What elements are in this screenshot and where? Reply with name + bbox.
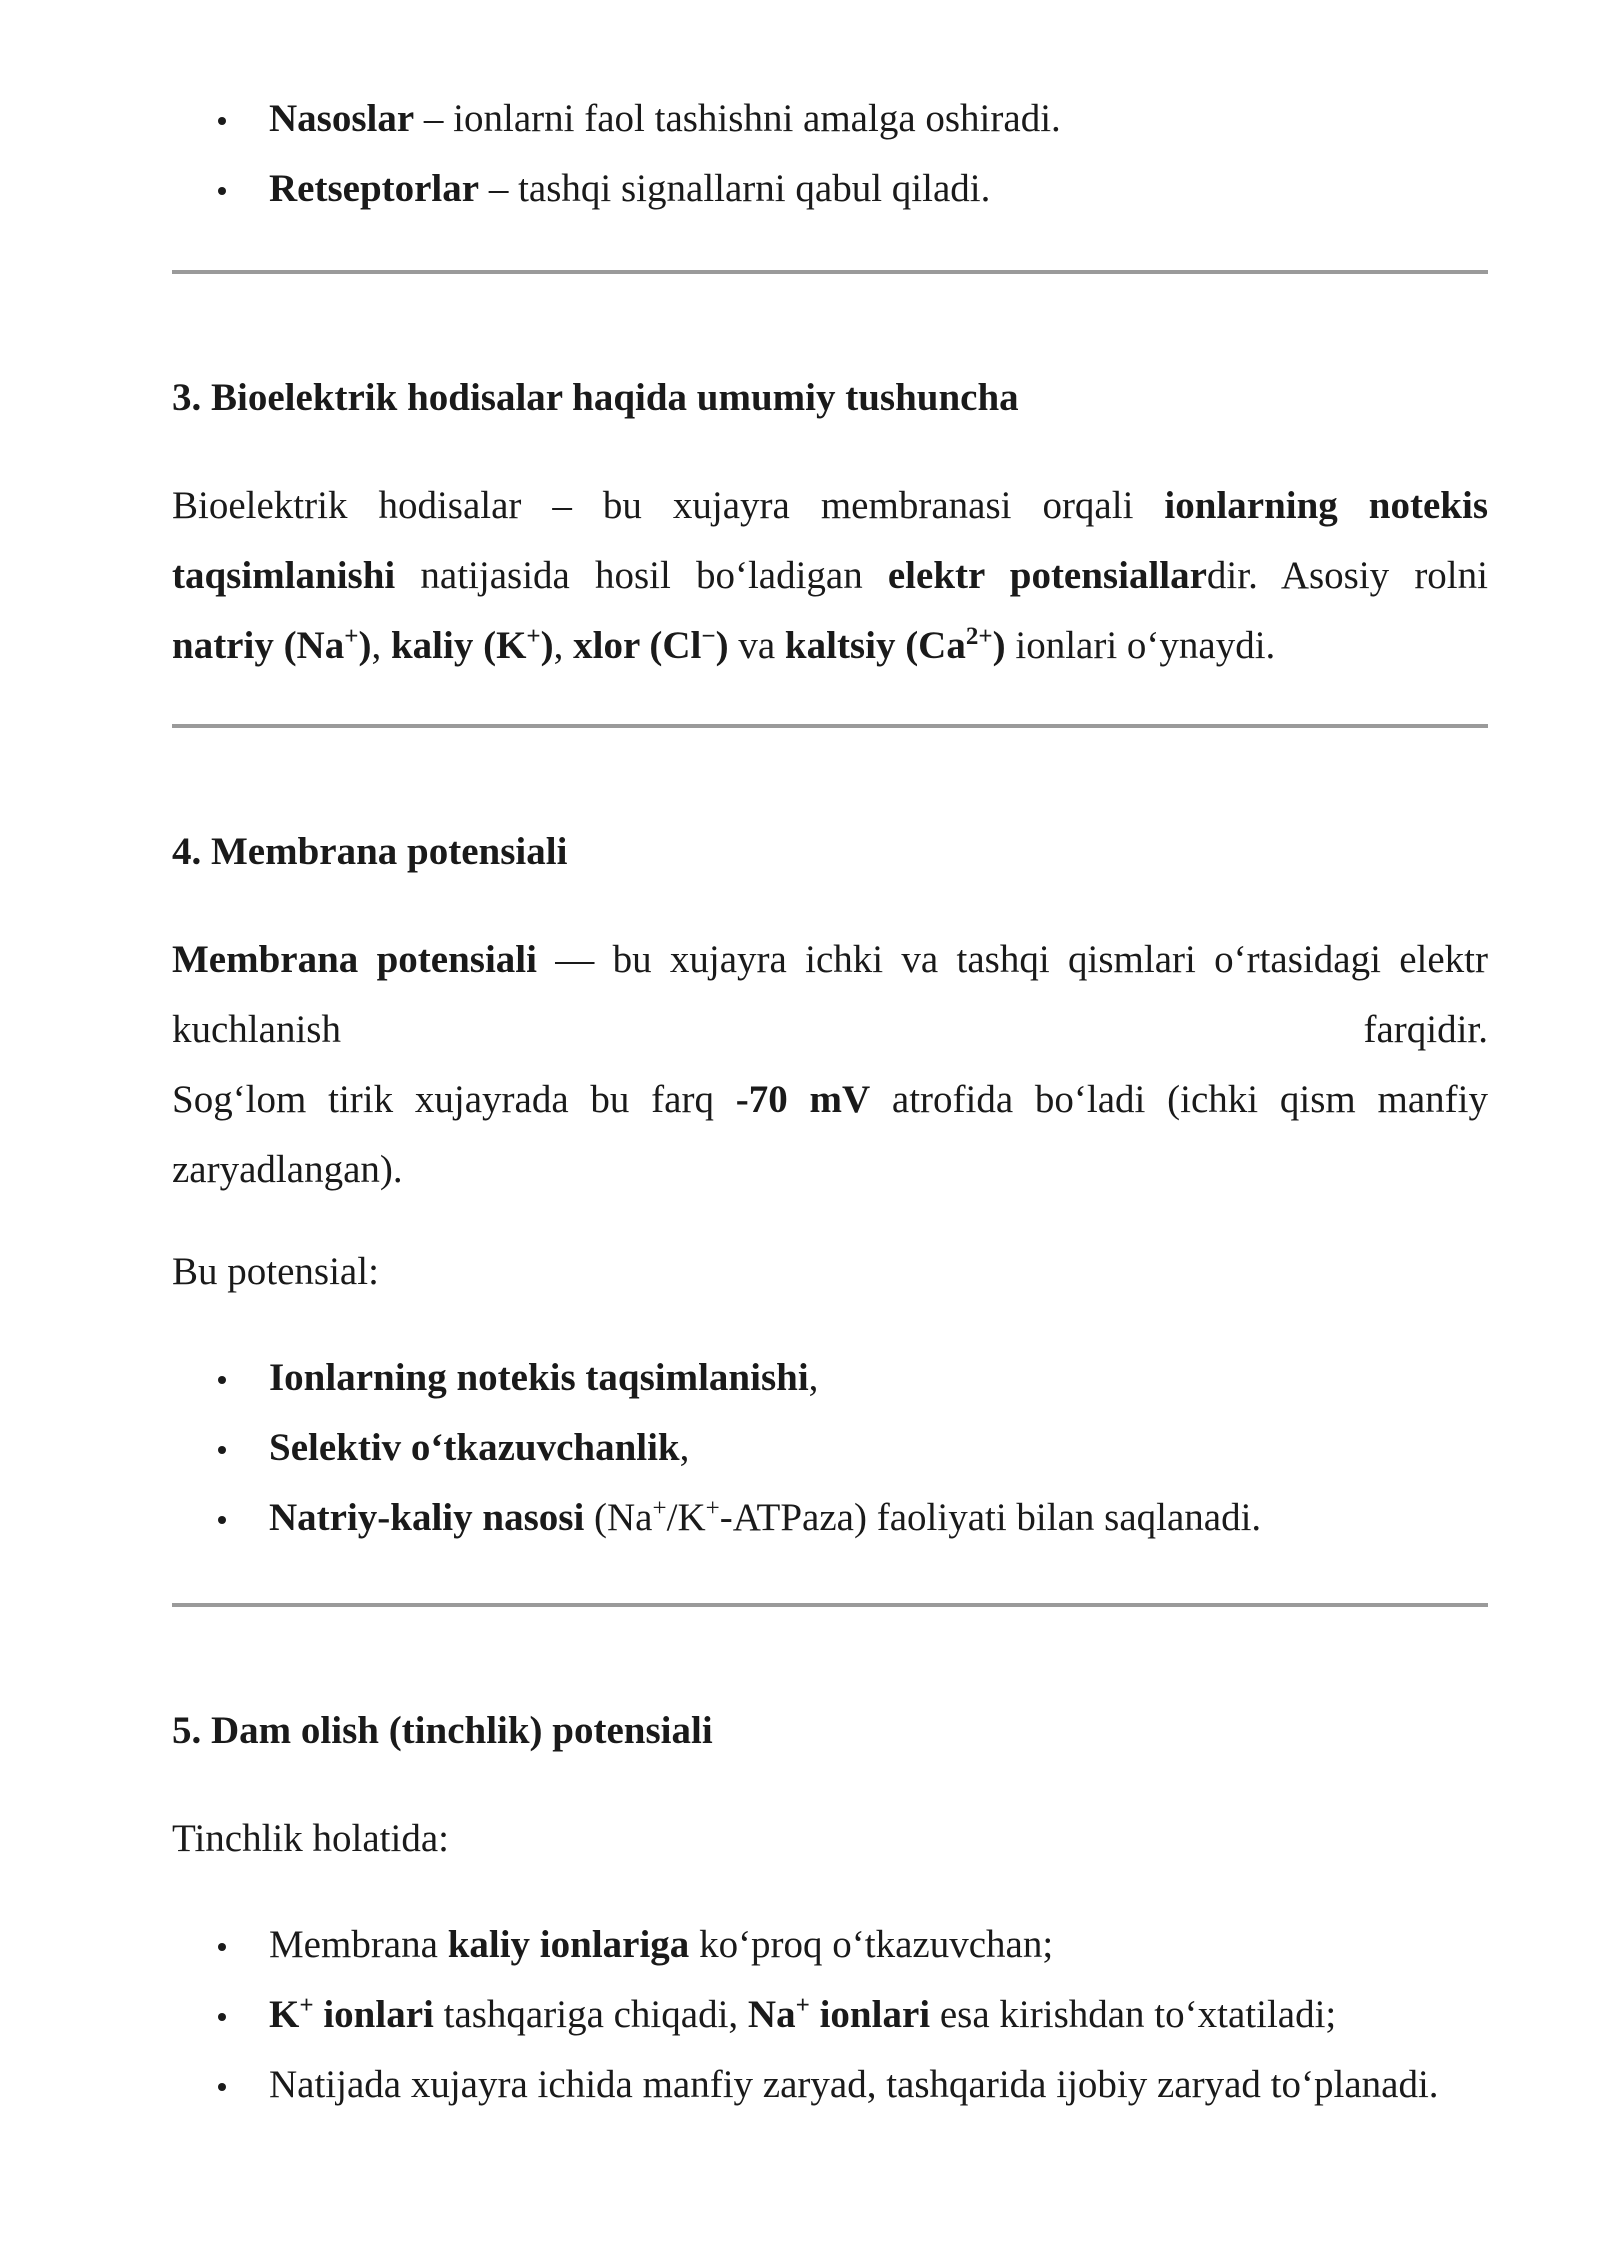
section-divider	[172, 270, 1488, 274]
list-item: K+ ionlari tashqariga chiqadi, Na+ ionlari esa kirishdan to‘xtatiladi;	[172, 1980, 1488, 2050]
section-divider	[172, 724, 1488, 728]
list-item: Natijada xujayra ichida manfiy zaryad, tashqarida ijobiy zaryad to‘planadi.	[172, 2050, 1488, 2120]
section-5-heading: 5. Dam olish (tinchlik) potensiali	[172, 1709, 713, 1752]
list-item: Ionlarning notekis taqsimlanishi,	[172, 1343, 1488, 1413]
list-item-term: Nasoslar	[269, 97, 415, 140]
section-4-intro: Bu potensial:	[172, 1250, 379, 1293]
list-item: Selektiv o‘tkazuvchanlik,	[172, 1413, 1488, 1483]
section-4-heading: 4. Membrana potensiali	[172, 830, 568, 873]
list-item: Natriy-kaliy nasosi (Na+/K+-ATPaza) faoliyati bilan saqlanadi.	[172, 1483, 1488, 1553]
list-item	[172, 154, 1488, 224]
top-bullet-list	[172, 84, 1488, 224]
section-3-heading: 3. Bioelektrik hodisalar haqida umumiy tushuncha	[172, 376, 1019, 419]
ion-chlorine: xlor (Cl−)	[573, 623, 729, 667]
section-3-paragraph: Bioelektrik hodisalar – bu xujayra membranasi orqali ionlarning notekis taqsimlanishi natijasida hosil bo‘ladigan elektr potensiallardir. Asosiy rolni natriy (Na+), kaliy (K+), xlor (Cl−) va kaltsiy $(Ca^{2+})$ ionlari o‘ynaydi.	[172, 484, 1488, 667]
list-item: Membrana kaliy ionlariga ko‘proq o‘tkazuvchan;	[172, 1910, 1488, 1980]
ion-potassium: kaliy (K+)	[390, 623, 554, 667]
section-5-intro: Tinchlik holatida:	[172, 1817, 449, 1860]
list-item-text: – tashqi signallarni qabul qiladi.	[479, 167, 991, 210]
paragraph-line: Membrana potensiali — bu xujayra ichki va tashqi qismlari o‘rtasidagi elektr	[172, 938, 1488, 981]
ion-calcium: kaltsiy $(Ca^{2+})$	[784, 623, 1006, 667]
list-item-term: Retseptorlar	[269, 167, 480, 210]
section-5-bullet-list	[172, 1910, 1488, 2120]
section-4-paragraph	[172, 925, 1488, 1205]
list-item	[172, 84, 1488, 154]
paragraph-line: kuchlanish farqidir.	[172, 1008, 1488, 1051]
section-4-bullet-list	[172, 1343, 1488, 1553]
section-divider	[172, 1603, 1488, 1607]
ion-sodium: natriy (Na+)	[172, 623, 372, 667]
paragraph-line: Sog‘lom tirik xujayrada bu farq -70 mV atrofida bo‘ladi (ichki qism manfiy zaryadlangan).	[172, 1078, 1488, 1191]
list-item-text: – ionlarni faol tashishni amalga oshiradi.	[414, 97, 1061, 140]
